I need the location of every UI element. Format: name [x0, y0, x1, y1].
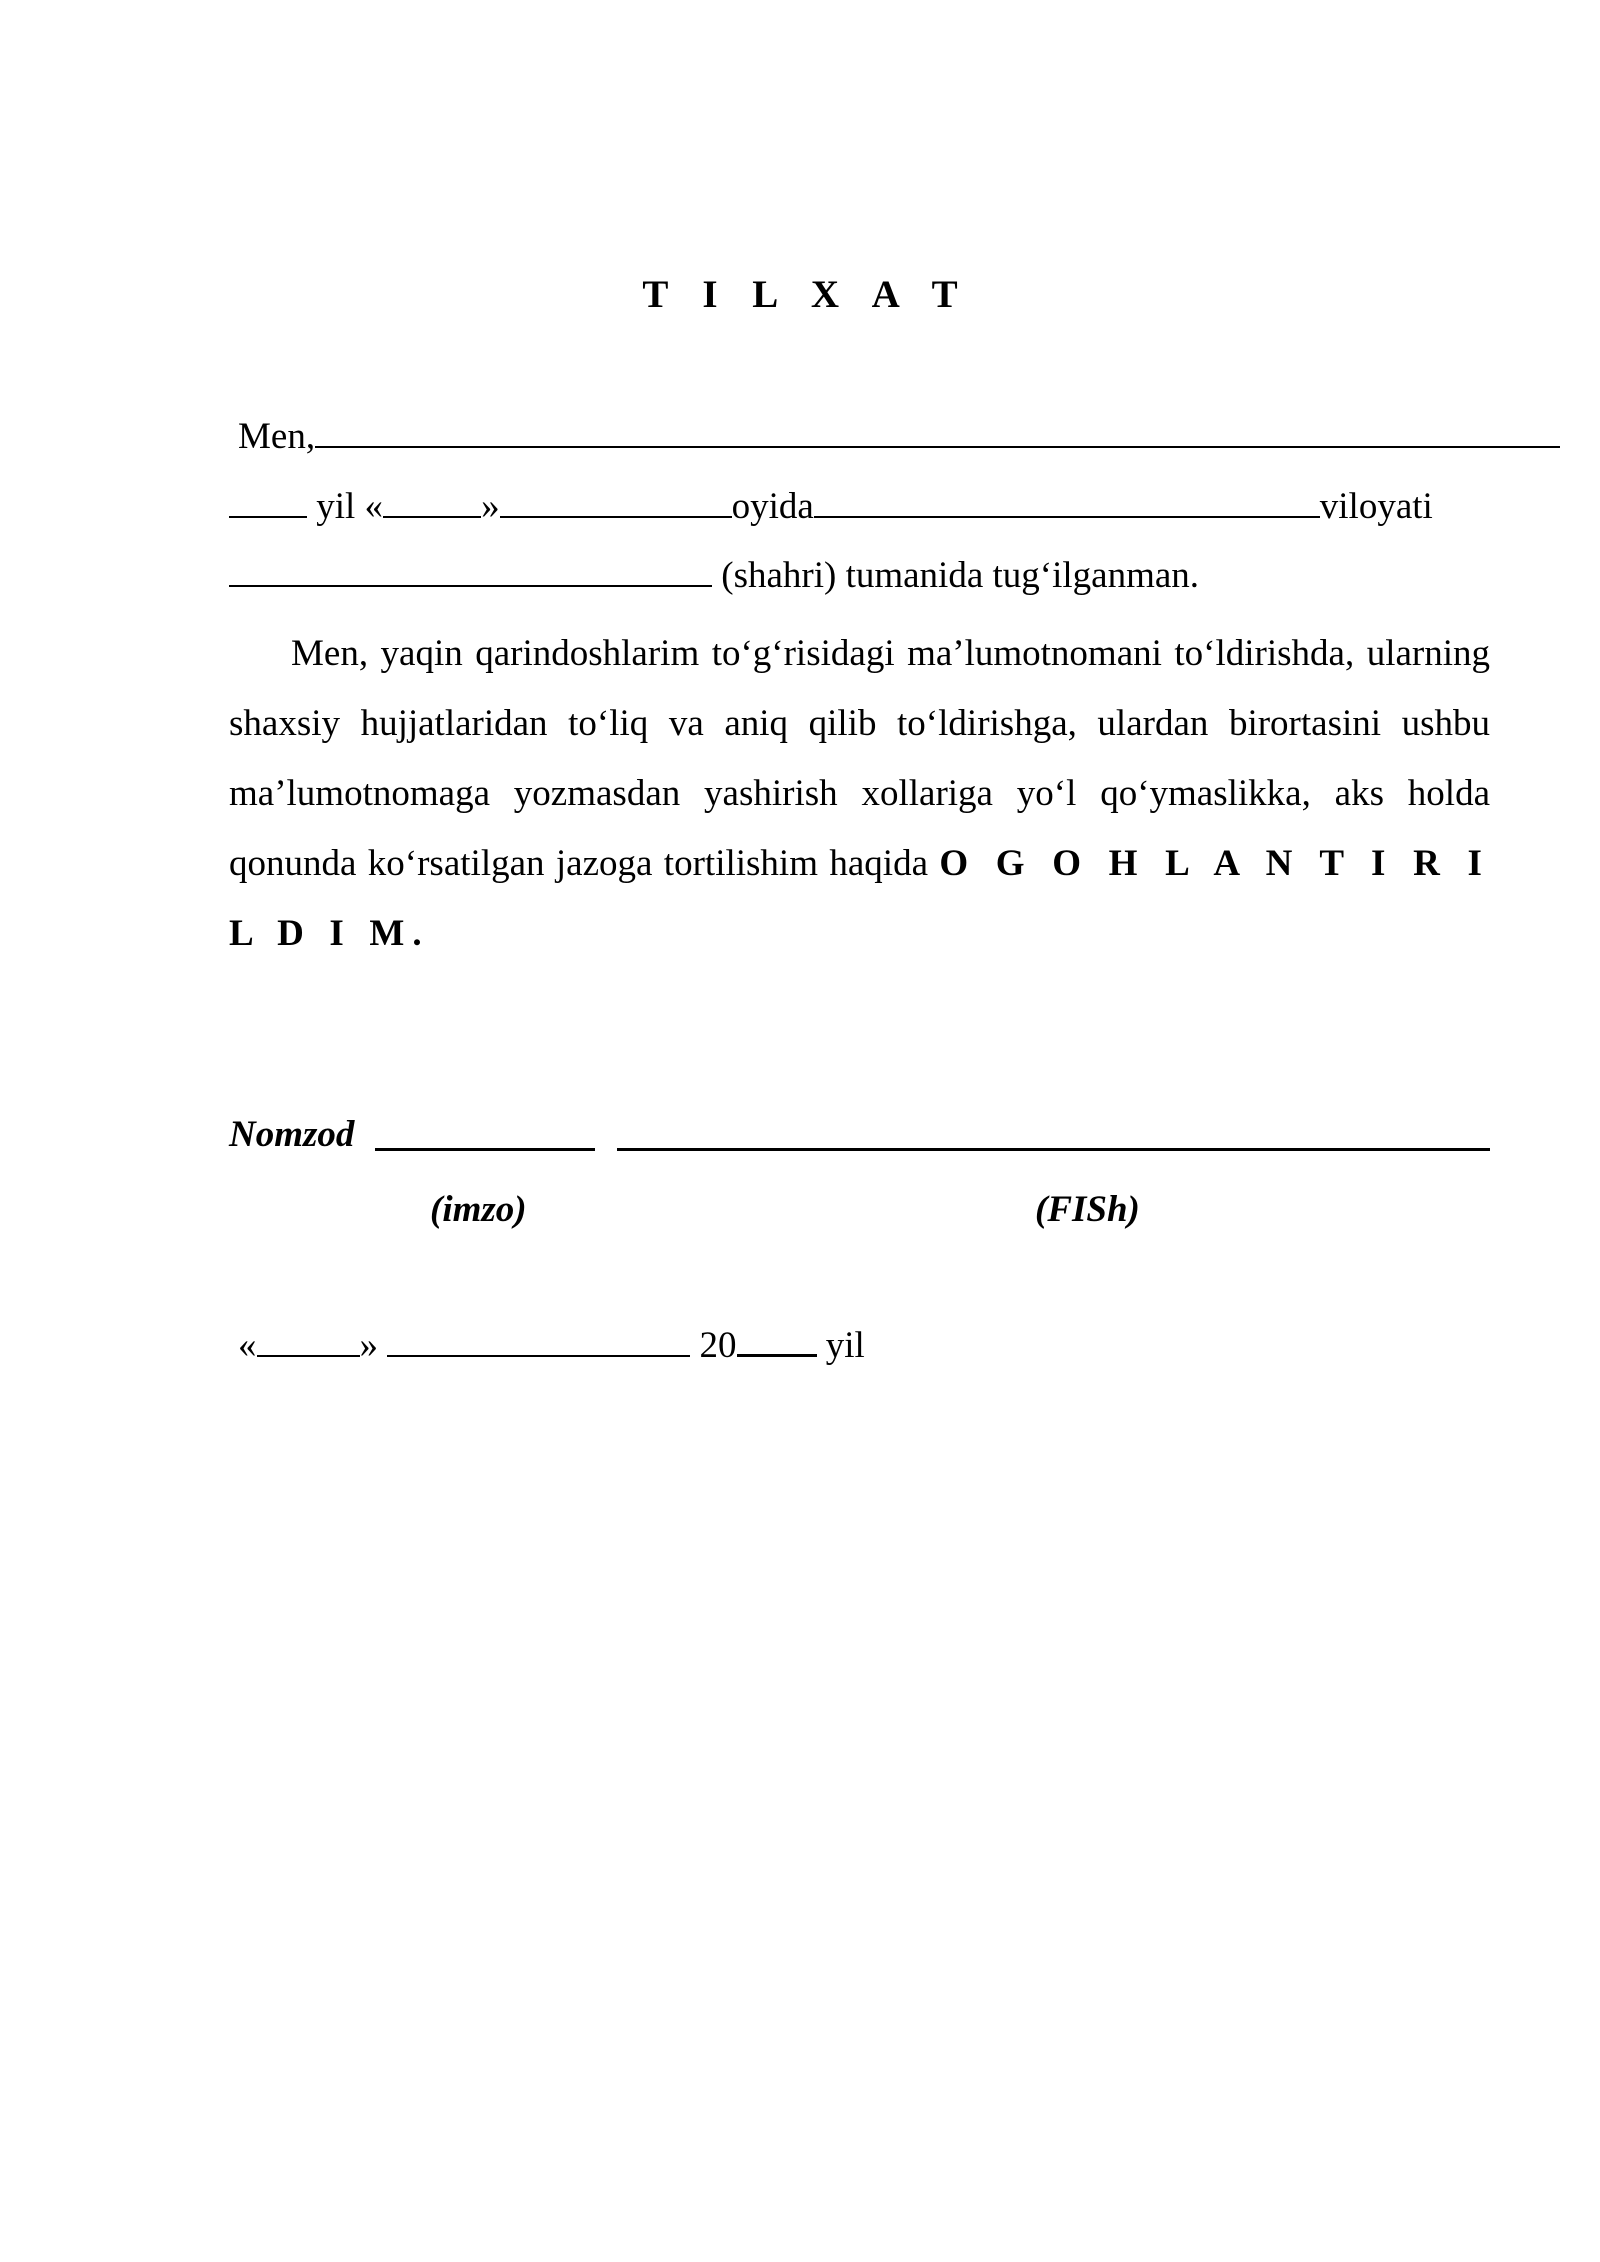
date-close-quote: »	[359, 1325, 378, 1366]
signature-line	[229, 1113, 354, 1156]
full-name-signature-field[interactable]	[617, 1148, 1490, 1151]
century-label: 20	[699, 1325, 737, 1366]
birth-year-field[interactable]	[229, 488, 307, 518]
declaration-paragraph	[229, 619, 1490, 969]
signature-field[interactable]	[375, 1148, 595, 1151]
date-line	[238, 1326, 865, 1364]
date-year-field[interactable]	[737, 1326, 817, 1357]
region-field[interactable]	[814, 488, 1320, 518]
birthplace-text: (shahri) tumanida tug‘ilganman.	[721, 555, 1200, 596]
date-day-field[interactable]	[257, 1327, 360, 1357]
name-line	[238, 418, 1560, 455]
birth-month-field[interactable]	[500, 488, 732, 518]
signature-caption: (imzo)	[430, 1189, 527, 1230]
date-month-field[interactable]	[387, 1327, 690, 1357]
candidate-label: Nomzod	[229, 1114, 355, 1155]
warning-text: O G O H L A N T I R I L D I M.	[229, 843, 1491, 954]
name-caption: (FISh)	[1035, 1189, 1140, 1230]
date-open-quote: «	[238, 1325, 257, 1366]
region-label: viloyati	[1319, 486, 1433, 527]
year-word: yil	[825, 1325, 865, 1366]
close-quote: »	[481, 486, 500, 527]
birth-date-line	[229, 488, 1433, 525]
document-title: T I L X A T	[642, 273, 971, 316]
year-label: yil «	[316, 486, 384, 527]
men-label: Men,	[238, 416, 316, 457]
birthplace-line	[229, 557, 1199, 594]
full-name-field[interactable]	[315, 418, 1560, 448]
month-label: oyida	[731, 486, 814, 527]
district-field[interactable]	[229, 557, 712, 587]
birth-day-field[interactable]	[383, 488, 481, 518]
declaration-text: Men, yaqin qarindoshlarim to‘g‘risidagi ma’lumotnomani to‘ldirishda, ularning shaxsiy hujjatlaridan to‘liq va aniq qilib to‘ldirishga, ulardan birortasini ushbu ma’lumotnomaga yozmasdan yashirish xollariga yo‘l qo‘ymaslikka, aks holda qonunda ko‘rsatilgan jazoga tortilishim haqida	[229, 633, 1490, 884]
